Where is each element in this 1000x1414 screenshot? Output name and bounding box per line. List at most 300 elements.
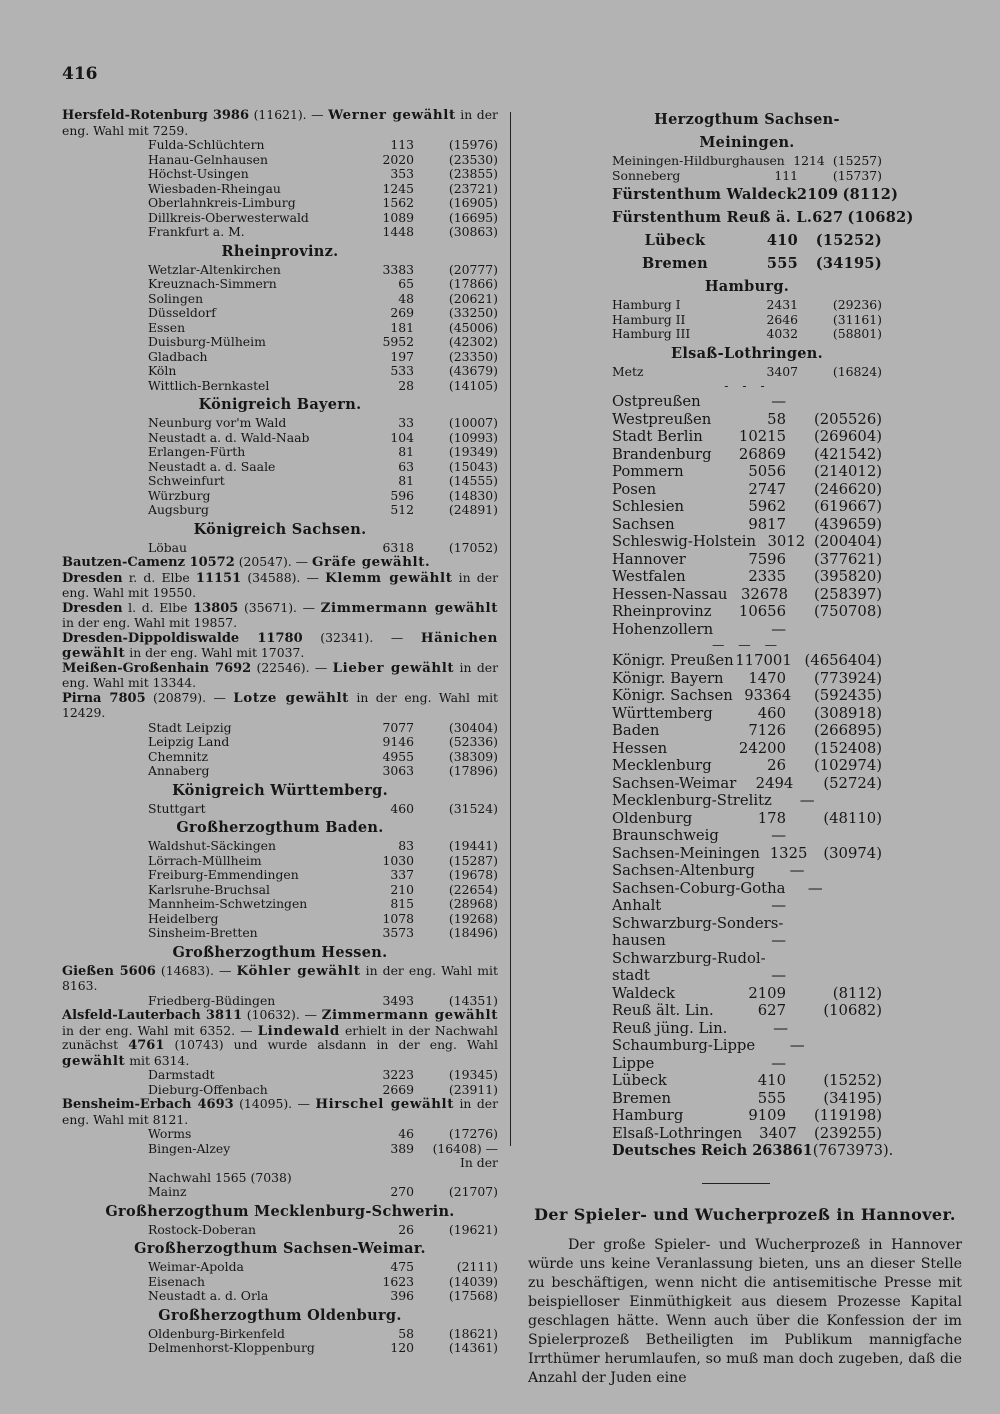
district-row — [62, 912, 498, 927]
vote-count: 2747 — [748, 480, 786, 498]
summary-row — [612, 463, 882, 481]
vote-count: 3573 — [382, 925, 414, 940]
total-votes: (14039) — [448, 1273, 498, 1289]
place-name: Weimar-Apolda — [148, 1259, 244, 1274]
district-row — [62, 750, 498, 765]
section-divider — [702, 1183, 770, 1184]
vote-count: 117001 — [735, 652, 792, 669]
place-name: Stuttgart — [148, 800, 206, 816]
total-votes — [805, 1037, 882, 1055]
total-votes — [815, 792, 882, 810]
vote-count: 26869 — [738, 445, 786, 463]
place-name: Hohenzollern — [612, 620, 714, 638]
total-votes — [788, 1020, 882, 1038]
elected-candidate: Lindewald — [257, 1022, 340, 1039]
vote-count: 7126 — [748, 722, 786, 739]
vote-count: 1030 — [382, 852, 414, 868]
entry-text: in der eng. Wahl mit 13344. — [62, 659, 499, 690]
total-votes: (22654) — [448, 881, 498, 897]
summary-row — [612, 862, 882, 880]
total-votes: (19268) — [448, 910, 498, 926]
district-row — [62, 1083, 498, 1098]
entry-text: in der eng. Wahl mit 7259. — [62, 107, 498, 138]
entry-text: in der eng. Wahl mit 8163. — [62, 962, 498, 993]
vote-count: 63 — [398, 458, 414, 474]
place-name: Hessen-Nassau — [612, 585, 728, 603]
place-name: Mecklenburg-Strelitz — [612, 792, 772, 809]
separator: - - - — [724, 378, 770, 393]
district-row — [62, 263, 498, 278]
entry-text: in der eng. Wahl mit 17037. — [125, 645, 305, 660]
district-row — [62, 1142, 498, 1171]
summary-row — [612, 1020, 882, 1038]
district-name: Meißen-Großenhain 7692 — [62, 660, 252, 676]
place-name: Annaberg — [148, 763, 210, 778]
entry-text: (34588). — — [241, 569, 326, 585]
place-name: Frankfurt a. M. — [148, 224, 245, 239]
vote-count: 460 — [390, 800, 414, 816]
district-row — [62, 1127, 498, 1142]
total-votes: (258397) — [813, 585, 882, 603]
page-number: 416 — [62, 64, 98, 84]
election-entry — [62, 1097, 498, 1127]
place-name: Düsseldorf — [148, 305, 216, 320]
total-votes: (34195) — [823, 1089, 882, 1107]
vote-count: 24200 — [738, 739, 786, 757]
total-votes: (214012) — [813, 463, 882, 480]
total-votes: (24891) — [448, 502, 498, 517]
vote-count: 353 — [390, 166, 414, 181]
place-name: Meiningen-Hildburghausen — [612, 153, 785, 168]
total-votes: (17896) — [448, 763, 498, 778]
total-votes — [821, 915, 882, 933]
summary-row — [612, 757, 882, 775]
total-votes: (23911) — [448, 1081, 498, 1097]
vote-count: 32678 — [740, 585, 789, 603]
summary-row — [612, 1125, 882, 1143]
total-votes — [786, 897, 882, 915]
place-name: Eisenach — [148, 1273, 205, 1289]
vote-count: — — [771, 897, 786, 914]
vote-count: 3493 — [382, 992, 414, 1008]
place-name: Oldenburg-Birkenfeld — [148, 1325, 285, 1341]
place-name: Dieburg-Offenbach — [148, 1081, 268, 1097]
section-heading: Elsaß-Lothringen. — [670, 344, 823, 362]
summary-row — [612, 481, 882, 499]
place-name: Rostock-Doberan — [148, 1221, 256, 1237]
section-heading: Großherzogthum Mecklenburg-Schwerin. — [105, 1202, 455, 1220]
election-entry — [62, 555, 498, 571]
place-name: Fürstenthum Reuß ä. L. — [612, 209, 813, 226]
vote-count: 26 — [398, 1221, 414, 1237]
district-row — [62, 541, 498, 556]
total-votes: (30863) — [448, 224, 498, 239]
place-name: Dillkreis-Oberwesterwald — [148, 209, 309, 225]
summary-row — [612, 498, 882, 516]
district-name: Bautzen-Camenz 10572 — [62, 555, 235, 570]
entry-text: (22546). — — [251, 659, 333, 675]
entry-text: (14683). — — [155, 962, 237, 978]
entry-text: in der eng. Wahl mit 19550. — [62, 569, 498, 600]
place-name: Braunschweig — [612, 827, 719, 844]
district-row — [62, 1289, 498, 1304]
place-name: Westfalen — [612, 568, 686, 585]
article-text: Der große Spieler- und Wucherprozeß in Hannover würde uns keine Veranlassung bieten, uns an dieser Stelle zu beschäftigen, wenn nicht die antisemitische Presse mit beispielloser Einmüthigkeit aus diesem Prozesse Kapital geschlagen hätte. Wenn auch über die Konfession der im Spielerprozeß Betheiligten im Publikum mannigfache Irrthümer herumlaufen, so muß man doch zugeben, daß die Anzahl der Juden eine — [528, 1237, 962, 1386]
summary-row — [612, 880, 882, 898]
district-row — [62, 460, 498, 475]
vote-count: 9146 — [382, 734, 414, 749]
summary-row — [612, 950, 882, 968]
vote-count: 2109 — [748, 984, 786, 1002]
total-votes: (14555) — [448, 473, 498, 488]
total-votes: (16408) — In der — [432, 1140, 498, 1170]
vote-count: 460 — [757, 704, 786, 722]
vote-count: 210 — [390, 881, 414, 897]
district-row — [62, 431, 498, 446]
place-name: Metz — [612, 363, 644, 379]
place-name: Sachsen-Altenburg — [612, 862, 755, 879]
district-row — [62, 167, 498, 182]
section-heading: Großherzogthum Sachsen-Weimar. — [134, 1240, 426, 1257]
summary-row — [612, 428, 882, 446]
place-name: Neustadt a. d. Orla — [148, 1288, 269, 1303]
section-heading: Großherzogthum Baden. — [176, 819, 384, 836]
place-name: Neunburg vor'm Wald — [148, 415, 287, 430]
vote-count: 113 — [390, 137, 414, 152]
vote-count: 627 — [757, 1002, 786, 1019]
district-name: Dresden — [62, 570, 123, 586]
place-name: Reuß ält. Lin. — [612, 1002, 714, 1019]
vote-count: 26 — [767, 757, 786, 774]
section-heading: Herzogthum Sachsen-Meiningen. — [654, 111, 840, 151]
district-name: Dresden — [62, 600, 123, 616]
entry-text: (32341). — — [302, 629, 421, 645]
place-name: Hamburg II — [612, 311, 686, 327]
district-row — [62, 225, 498, 240]
place-name: Chemnitz — [148, 748, 208, 764]
vote-count: 65 — [398, 276, 414, 291]
district-row — [612, 229, 882, 252]
district-row — [62, 1341, 498, 1356]
total-votes: (28968) — [448, 896, 498, 911]
entry-text: (20547). — — [234, 554, 312, 569]
total-votes: (15252) — [815, 232, 882, 249]
vote-count: 1078 — [382, 910, 414, 926]
district-row — [612, 169, 882, 184]
entry-text: (14095). — — [233, 1096, 316, 1111]
right-column — [612, 108, 914, 1160]
place-name: Köln — [148, 363, 177, 378]
total-votes: (17276) — [448, 1126, 498, 1141]
vote-count: 3383 — [382, 261, 414, 277]
district-row — [62, 1185, 498, 1200]
vote-count: 178 — [757, 809, 786, 827]
vote-count: 512 — [390, 502, 414, 517]
summary-row — [612, 722, 882, 740]
place-name: Oldenburg — [612, 809, 693, 827]
place-name: Königr. Sachsen — [612, 687, 733, 704]
total-votes: (15287) — [448, 852, 498, 868]
summary-row — [612, 1037, 882, 1055]
total-votes: (20621) — [448, 290, 498, 306]
total-votes: (19678) — [448, 867, 498, 882]
vote-count: 3012 — [767, 533, 806, 550]
district-row — [62, 802, 498, 817]
district-row — [612, 183, 899, 206]
district-name: 11151 — [195, 570, 242, 586]
entry-text: l. d. Elbe — [122, 599, 194, 615]
total-votes: (30974) — [823, 844, 882, 862]
vote-count: 3407 — [766, 363, 798, 379]
total-votes: (23530) — [448, 151, 498, 167]
total-votes: (266895) — [813, 722, 882, 739]
total-votes — [804, 862, 882, 880]
total-votes: (773924) — [813, 669, 882, 687]
total-value: (7673973). — [812, 1143, 894, 1159]
total-votes: (23855) — [448, 166, 498, 181]
vote-count: 2020 — [382, 151, 414, 167]
district-row — [612, 298, 882, 313]
place-name: Schaumburg-Lippe — [612, 1037, 756, 1054]
total-votes: (4656404) — [804, 652, 882, 669]
vote-count: 83 — [398, 838, 414, 853]
vote-count: 120 — [390, 1340, 414, 1355]
vote-count: — — [771, 827, 786, 844]
total-votes: (619667) — [813, 498, 882, 515]
place-name: Fulda-Schlüchtern — [148, 137, 265, 152]
election-entry — [62, 571, 498, 601]
total-votes: (19441) — [448, 838, 498, 853]
section-heading: Königreich Württemberg. — [172, 781, 388, 799]
place-name: Sachsen-Coburg-Gotha — [612, 879, 786, 897]
district-row — [62, 503, 498, 518]
total-votes: (15257) — [832, 153, 882, 168]
summary-row — [612, 533, 882, 551]
place-name: Wetzlar-Altenkirchen — [148, 261, 281, 277]
place-name: Wiesbaden-Rheingau — [148, 180, 281, 196]
summary-row — [612, 621, 882, 639]
district-row — [62, 1327, 498, 1342]
vote-count: 410 — [757, 1072, 786, 1089]
place-name: Bingen-Alzey — [148, 1140, 231, 1156]
district-row — [612, 313, 882, 328]
vote-count: 337 — [390, 867, 414, 882]
district-name: 13805 — [193, 600, 239, 616]
place-name: Waldshut-Säckingen — [148, 838, 276, 853]
district-row — [62, 335, 498, 350]
district-row — [62, 445, 498, 460]
district-row — [62, 721, 498, 736]
total-votes: (19349) — [448, 444, 498, 459]
place-name: Friedberg-Büdingen — [148, 992, 276, 1008]
place-name: Worms — [148, 1126, 192, 1141]
summary-row — [612, 393, 882, 411]
place-name: Königr. Preußen — [612, 652, 734, 669]
place-name: Leipzig Land — [148, 734, 230, 749]
total-votes: (2111) — [456, 1259, 498, 1274]
total-label: Deutsches Reich 263861 — [612, 1142, 813, 1159]
vote-count: 5056 — [748, 463, 786, 480]
total-votes: (52724) — [823, 774, 882, 792]
district-row — [62, 350, 498, 365]
district-row — [62, 292, 498, 307]
vote-count: 48 — [398, 290, 414, 306]
total-votes: (14351) — [448, 992, 498, 1008]
district-row — [612, 252, 882, 275]
place-name: Lörrach-Müllheim — [148, 852, 262, 868]
place-name: Neustadt a. d. Wald-Naab — [148, 429, 310, 445]
summary-row — [612, 827, 882, 845]
total-votes: (30404) — [448, 719, 498, 735]
entry-text: (10632). — — [242, 1007, 322, 1022]
summary-row — [612, 810, 882, 828]
total-votes — [786, 1055, 882, 1073]
total-votes: (10682) — [847, 209, 914, 226]
summary-row — [612, 1002, 882, 1020]
place-name: Duisburg-Mülheim — [148, 334, 266, 349]
total-votes: (17568) — [448, 1288, 498, 1303]
summary-row — [612, 446, 882, 464]
total-votes: (16824) — [832, 363, 882, 379]
total-votes — [811, 950, 882, 968]
total-votes: (205526) — [813, 410, 882, 428]
place-name: Reuß jüng. Lin. — [612, 1019, 728, 1037]
vote-count: 6318 — [382, 539, 414, 555]
elected-candidate: Zimmermann gewählt — [320, 599, 498, 616]
vote-count: 396 — [390, 1288, 414, 1303]
place-name: Karlsruhe-Bruchsal — [148, 881, 270, 897]
entry-text: in der eng. Wahl mit 19857. — [62, 615, 238, 630]
elected-candidate: gewählt — [62, 1052, 126, 1069]
total-votes: (269604) — [813, 428, 882, 445]
total-votes: (23721) — [448, 180, 498, 196]
place-name: Solingen — [148, 290, 204, 306]
vote-count: 7596 — [748, 550, 786, 568]
total-votes: (29236) — [832, 297, 882, 312]
district-row — [62, 1068, 498, 1083]
vote-count: 555 — [757, 1089, 786, 1107]
elected-candidate: Lotze gewählt — [233, 689, 349, 706]
place-name: Baden — [612, 722, 660, 739]
summary-row — [612, 551, 882, 569]
summary-row — [612, 586, 882, 604]
total-votes: (377621) — [813, 550, 882, 568]
total-votes: (20777) — [448, 261, 498, 277]
vote-count: — — [771, 393, 786, 410]
place-name: Kreuznach-Simmern — [148, 276, 277, 291]
district-row — [62, 897, 498, 912]
district-row — [62, 854, 498, 869]
place-name: Schwarzburg-Rudol- — [612, 949, 766, 967]
place-name: Schlesien — [612, 498, 685, 515]
entry-text: (20879). — — [145, 689, 234, 705]
place-name: Wittlich-Bernkastel — [148, 377, 270, 393]
total-votes: (14105) — [448, 377, 498, 393]
district-name: 4761 — [128, 1038, 165, 1053]
vote-count: 410 — [766, 232, 798, 249]
vote-count: 9109 — [748, 1107, 786, 1124]
vote-count: 58 — [767, 410, 786, 428]
place-name: Mannheim-Schwetzingen — [148, 896, 308, 911]
total-votes: (15252) — [823, 1072, 882, 1089]
district-name: Gießen 5606 — [62, 963, 156, 979]
district-row — [62, 1260, 498, 1275]
place-name: Hanau-Gelnhausen — [148, 151, 268, 167]
vote-count: 93364 — [744, 687, 792, 704]
total-votes: (19621) — [448, 1221, 498, 1237]
elected-candidate: Köhler gewählt — [236, 962, 361, 979]
vote-count: — — [771, 932, 786, 949]
summary-row — [612, 932, 882, 950]
vote-count: — — [773, 1019, 788, 1037]
place-name: Waldeck — [612, 984, 675, 1002]
place-name: Neustadt a. d. Saale — [148, 458, 276, 474]
district-name: Alsfeld-Lauterbach 3811 — [62, 1008, 243, 1023]
district-row — [612, 365, 882, 380]
place-name: Würzburg — [148, 487, 211, 503]
vote-count: 5962 — [748, 498, 786, 515]
section-heading: Großherzogthum Oldenburg. — [158, 1306, 402, 1324]
article — [528, 1204, 962, 1388]
district-row — [62, 321, 498, 336]
entry-text: in der eng. Wahl mit 12429. — [62, 689, 499, 720]
total-votes: (421542) — [813, 445, 882, 463]
vote-count: 2494 — [755, 774, 794, 792]
place-name: Westpreußen — [612, 410, 712, 428]
total-votes: (52336) — [448, 734, 498, 749]
total-votes: (8112) — [842, 186, 899, 203]
total-votes: (17866) — [448, 276, 498, 291]
vote-count: 2335 — [748, 568, 786, 585]
summary-row — [612, 897, 882, 915]
total-votes: (395820) — [813, 568, 882, 585]
place-name: Sonneberg — [612, 167, 681, 183]
total-votes: (19345) — [448, 1067, 498, 1082]
article-title: Der Spieler- und Wucherprozeß in Hannover. — [534, 1205, 956, 1224]
vote-count: 3407 — [759, 1124, 797, 1142]
vote-count: 10215 — [738, 428, 786, 445]
vote-count: — — [807, 879, 823, 897]
place-name: Löbau — [148, 539, 187, 555]
summary-row — [612, 705, 882, 723]
total-votes: (34195) — [815, 255, 882, 272]
summary-row — [612, 792, 882, 810]
place-name: Oberlahnkreis-Limburg — [148, 195, 296, 210]
vote-count: 2669 — [382, 1081, 414, 1097]
total-votes: (33250) — [448, 305, 498, 320]
summary-row — [612, 967, 882, 985]
district-row — [62, 306, 498, 321]
total-votes: (18621) — [448, 1325, 498, 1341]
place-name: Sinsheim-Bretten — [148, 925, 258, 940]
district-row — [62, 839, 498, 854]
district-row — [62, 994, 498, 1009]
place-name: Hamburg III — [612, 326, 691, 341]
vote-count: 555 — [766, 255, 798, 272]
vote-count: 81 — [398, 473, 414, 488]
place-name: Augsburg — [148, 502, 209, 517]
total-votes: (14830) — [448, 487, 498, 503]
vote-count: 2646 — [766, 311, 798, 327]
vote-count: 2431 — [766, 297, 798, 312]
summary-row — [612, 775, 882, 793]
election-entry — [62, 108, 498, 138]
summary-row — [612, 915, 882, 933]
total-votes — [786, 393, 882, 411]
place-name: Hamburg — [612, 1107, 684, 1124]
election-entry — [62, 691, 498, 721]
total-votes — [786, 967, 882, 985]
